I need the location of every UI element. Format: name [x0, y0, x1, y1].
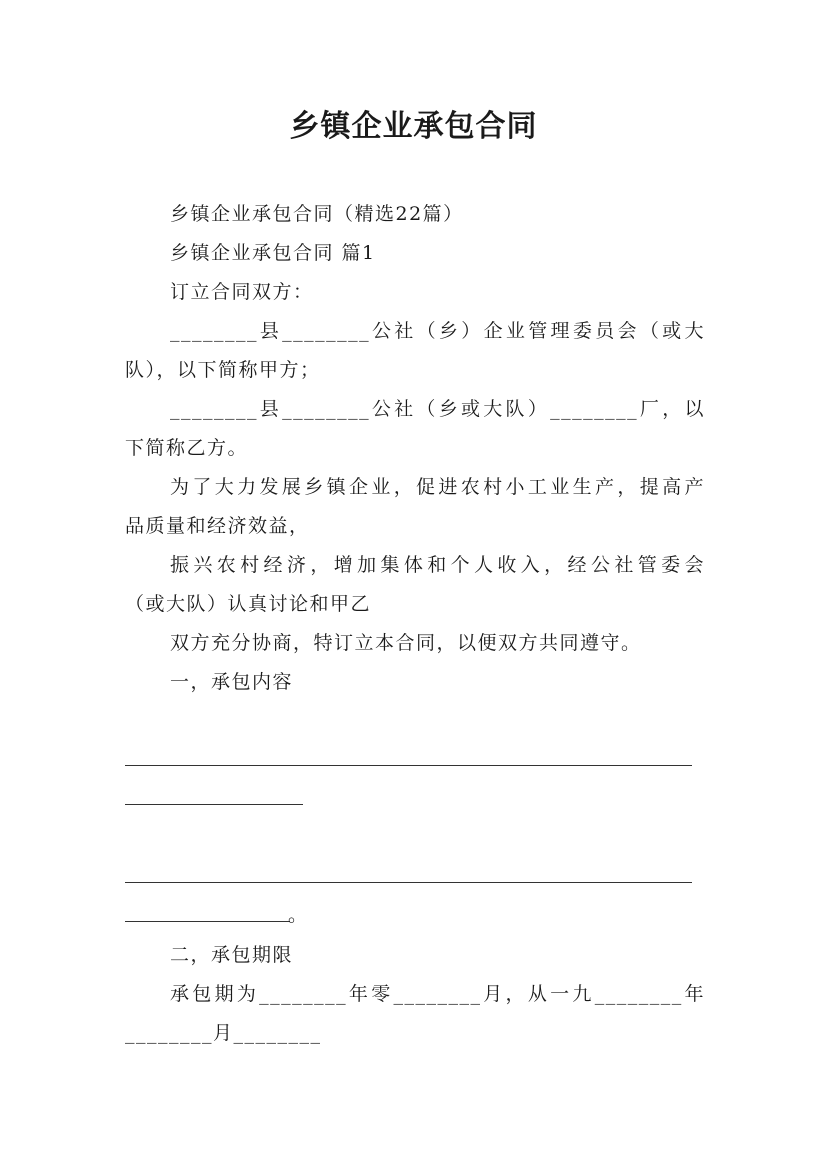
paragraph-line: 队），以下简称甲方；: [125, 359, 321, 381]
clause-heading: 一，承包内容: [170, 671, 294, 693]
paragraph-line: 承包期为________年零________月，从一九________年: [170, 983, 705, 1005]
document-title: 乡镇企业承包合同: [289, 109, 538, 144]
fill-in-blank-line: [125, 882, 692, 883]
paragraph-line: ________县________公社（乡或大队）________厂，以: [170, 398, 705, 420]
fill-in-blank-line: [125, 765, 692, 766]
paragraph-line: 为了大力发展乡镇企业，促进农村小工业生产，提高产: [170, 476, 705, 498]
paragraph-line: 品质量和经济效益，: [125, 515, 310, 537]
paragraph-line: 下简称乙方。: [125, 437, 249, 459]
paragraph-line: 振兴农村经济，增加集体和个人收入，经公社管委会: [170, 554, 705, 576]
paragraph-line: 订立合同双方：: [170, 281, 314, 303]
paragraph-line: ________县________公社（乡）企业管理委员会（或大: [170, 320, 705, 342]
subtitle-line: 乡镇企业承包合同（精选22篇）: [170, 203, 464, 225]
section-heading: 乡镇企业承包合同 篇1: [170, 242, 376, 264]
paragraph-line: 双方充分协商，特订立本合同，以便双方共同遵守。: [170, 632, 642, 654]
fill-in-blank-line: [125, 921, 290, 922]
sentence-end-mark: 。: [288, 904, 308, 926]
paragraph-line: ________月________: [125, 1022, 322, 1044]
fill-in-blank-line: [125, 804, 303, 805]
clause-heading: 二，承包期限: [170, 944, 294, 966]
paragraph-line: （或大队）认真讨论和甲乙: [125, 593, 372, 615]
